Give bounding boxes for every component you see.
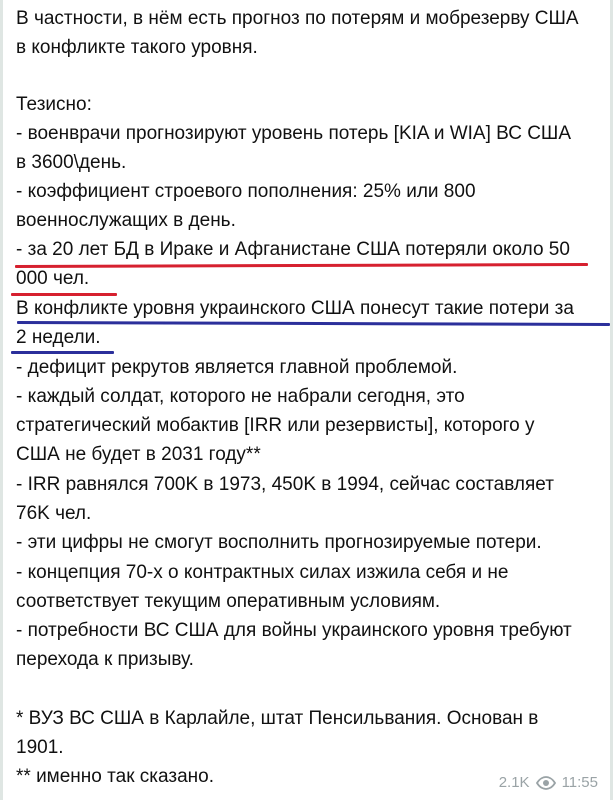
message-line: В конфликте уровня украинского США понесут такие потери за: [16, 298, 574, 319]
message-line: Тезисно:: [16, 94, 92, 115]
message-line: в конфликте такого уровня.: [16, 37, 258, 58]
message-line: - каждый солдат, которого не набрали сегодня, это: [16, 386, 465, 407]
message-line: 2 недели.: [16, 327, 101, 348]
message-line: - концепция 70-х о контрактных силах изжила себя и не: [16, 562, 509, 583]
message-line: - за 20 лет БД в Ираке и Афганистане США потеряли около 50: [16, 239, 570, 260]
eye-icon: [536, 776, 556, 790]
message-line: 000 чел.: [16, 268, 90, 289]
message-line: - коэффициент строевого пополнения: 25% или 800: [16, 181, 476, 202]
message-meta: [499, 774, 598, 791]
message-line: 1901.: [16, 737, 64, 758]
message-time: 11:55: [561, 774, 598, 791]
blue-underline: [17, 321, 610, 326]
message-line: В частности, в нём есть прогноз по потерям и мобрезерву США: [16, 8, 579, 29]
message-line: - военврачи прогнозируют уровень потерь [KIA и WIA] ВС США: [16, 123, 571, 144]
message-line: в 3600\день.: [16, 152, 127, 173]
red-underline: [11, 293, 117, 296]
red-underline: [15, 263, 588, 268]
message-line: ** именно так сказано.: [16, 766, 214, 787]
message-line: - эти цифры не смогут восполнить прогнозируемые потери.: [16, 532, 542, 553]
blue-underline: [11, 351, 114, 354]
message-line: стратегический мобактив [IRR или резервисты], которого у: [16, 415, 535, 436]
message-line: - IRR равнялся 700K в 1973, 450K в 1994, сейчас составляет: [16, 474, 554, 495]
message-line: - потребности ВС США для войны украинского уровня требуют: [16, 620, 572, 641]
message-line: соответствует текущим оперативным условиям.: [16, 591, 441, 612]
view-count: 2.1K: [498, 774, 530, 791]
message-line: - дефицит рекрутов является главной проблемой.: [16, 357, 458, 378]
message-line: * ВУЗ ВС США в Карлайле, штат Пенсильвания. Основан в: [16, 708, 539, 729]
message-line: перехода к призыву.: [16, 649, 194, 670]
message-line: 76K чел.: [16, 503, 92, 524]
message-line: военнослужащих в день.: [16, 210, 236, 231]
message-line: США не будет в 2031 году**: [16, 444, 261, 465]
